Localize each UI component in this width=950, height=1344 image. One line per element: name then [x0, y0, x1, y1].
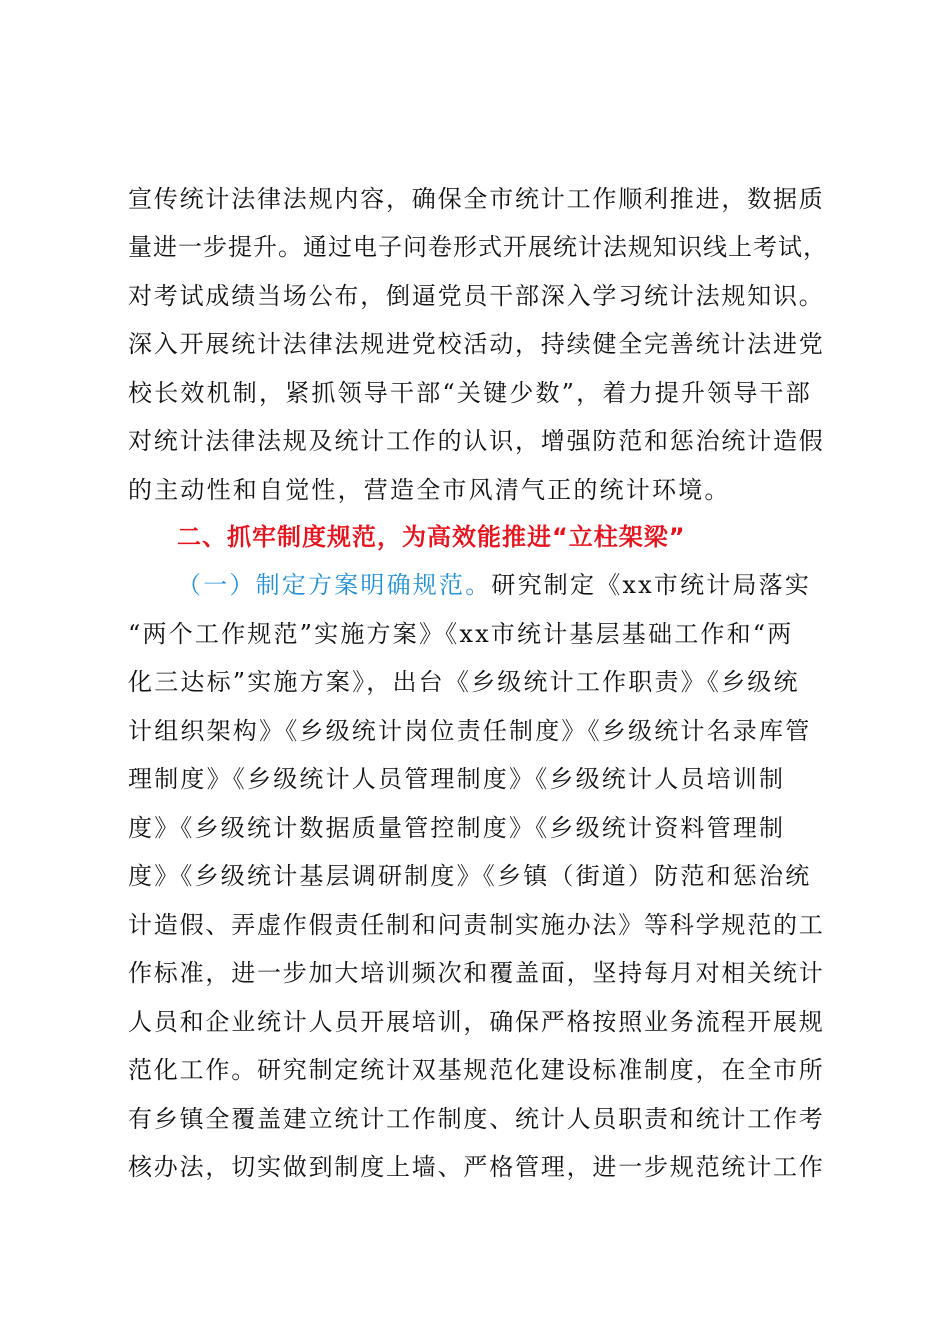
- paragraph-line: 校长效机制，紧抓领导干部“关键少数”，着力提升领导干部: [128, 379, 812, 407]
- paragraph-line: 深入开展统计法律法规进党校活动，持续健全完善统计法进党: [128, 330, 825, 358]
- subheading-rest: 研究制定《xx市统计局落实: [491, 571, 812, 599]
- paragraph-line: 对考试成绩当场公布，倒逼党员干部深入学习统计法规知识。: [128, 282, 825, 310]
- paragraph-line: 作标准，进一步加大培训频次和覆盖面，坚持每月对相关统计: [128, 959, 825, 987]
- paragraph-line: “两个工作规范”实施方案》《xx市统计基层基础工作和“两: [128, 620, 794, 648]
- paragraph-line: 的主动性和自觉性，营造全市风清气正的统计环境。: [128, 476, 731, 504]
- subheading: （一）制定方案明确规范。: [177, 571, 492, 599]
- paragraph-line: 理制度》《乡级统计人员管理制度》《乡级统计人员培训制: [128, 765, 786, 793]
- paragraph-line: 计组织架构》《乡级统计岗位责任制度》《乡级统计名录库管: [128, 717, 812, 745]
- section-heading: 二、抓牢制度规范，为高效能推进“立柱架梁”: [177, 523, 686, 551]
- paragraph-line: 化三达标”实施方案》，出台《乡级统计工作职责》《乡级统: [128, 668, 800, 696]
- paragraph-line: 度》《乡级统计基层调研制度》《乡镇（街道）防范和惩治统: [128, 862, 812, 890]
- subheading-line: [177, 570, 829, 600]
- paragraph-line: 宣传统计法律法规内容，确保全市统计工作顺利推进，数据质: [128, 185, 825, 213]
- paragraph-line: 量进一步提升。通过电子问卷形式开展统计法规知识线上考试，: [128, 233, 828, 261]
- paragraph-line: 范化工作。研究制定统计双基规范化建设标准制度，在全市所: [128, 1056, 825, 1084]
- paragraph-line: 有乡镇全覆盖建立统计工作制度、统计人员职责和统计工作考: [128, 1105, 825, 1133]
- paragraph-line: 对统计法律法规及统计工作的认识，增强防范和惩治统计造假: [128, 427, 825, 455]
- paragraph-line: 计造假、弄虚作假责任制和问责制实施办法》等科学规范的工: [128, 911, 825, 939]
- paragraph-line: 人员和企业统计人员开展培训，确保严格按照业务流程开展规: [128, 1008, 825, 1036]
- paragraph-line: 度》《乡级统计数据质量管控制度》《乡级统计资料管理制: [128, 814, 786, 842]
- paragraph-line: 核办法，切实做到制度上墙、严格管理，进一步规范统计工作: [128, 1153, 825, 1181]
